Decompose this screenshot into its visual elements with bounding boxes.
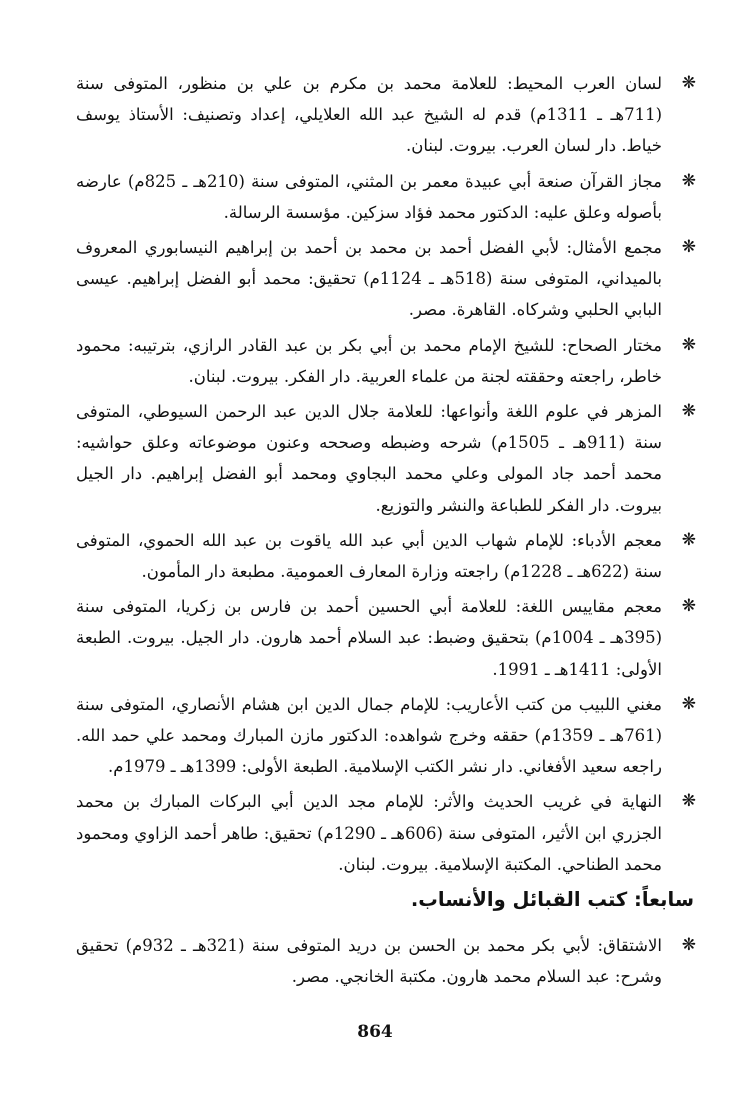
- bibliography-content: [76, 68, 696, 996]
- bibliography-entry: [76, 930, 696, 992]
- asterisk-bullet-icon: ❋: [681, 401, 696, 422]
- bibliography-entry: [76, 68, 696, 162]
- bibliography-entry: [76, 330, 696, 392]
- asterisk-bullet-icon: ❋: [681, 791, 696, 812]
- bibliography-entry: [76, 525, 696, 587]
- bibliography-entry: [76, 689, 696, 783]
- entry-text: معجم مقاييس اللغة: للعلامة أبي الحسين أحمد بن فارس بن زكريا، المتوفى سنة (395هـ ـ 1004م) بتحقيق وضبط: عبد السلام أحمد هارون. دار الجيل. بيروت. الطبعة الأولى: 1411هـ ـ 1991.: [76, 597, 663, 679]
- section-heading: سابعاً: كتب القبائل والأنساب.: [410, 888, 694, 912]
- bibliography-entry: [76, 232, 696, 326]
- asterisk-bullet-icon: ❋: [681, 935, 696, 956]
- asterisk-bullet-icon: ❋: [681, 334, 696, 355]
- entry-text: المزهر في علوم اللغة وأنواعها: للعلامة جلال الدين عبد الرحمن السيوطي، المتوفى سنة (911هـ ـ 1505م) شرحه وضبطه وصححه وعنون موضوعاته وعلق حواشيه: محمد أحمد جاد المولى وعلي محمد البجاوي ومحمد أبو الفضل إبراهيم. دار الجيل بيروت. دار الفكر للطباعة والنشر والتوزيع.: [76, 402, 662, 515]
- entry-text: الاشتقاق: لأبي بكر محمد بن الحسن بن دريد المتوفى سنة (321هـ ـ 932م) تحقيق وشرح: عبد السلام محمد هارون. مكتبة الخانجي. مصر.: [76, 936, 662, 987]
- asterisk-bullet-icon: ❋: [681, 693, 696, 714]
- asterisk-bullet-icon: ❋: [681, 529, 696, 550]
- asterisk-bullet-icon: ❋: [681, 237, 696, 258]
- entries-list-after: [76, 930, 696, 992]
- bibliography-entry: [76, 786, 696, 880]
- entries-list-before: [76, 68, 696, 880]
- entry-text: لسان العرب المحيط: للعلامة محمد بن مكرم بن علي بن منظور، المتوفى سنة (711هـ ـ 1311م) قدم له الشيخ عبد الله العلايلي، إعداد وتصنيف: الأستاذ يوسف خياط. دار لسان العرب. بيروت. لبنان.: [76, 74, 663, 156]
- entry-text: مجاز القرآن صنعة أبي عبيدة معمر بن المثني، المتوفى سنة (210هـ ـ 825م) عارضه بأصوله وعلق عليه: الدكتور محمد فؤاد سزكين. مؤسسة الرسالة.: [76, 171, 662, 222]
- asterisk-bullet-icon: ❋: [681, 73, 696, 93]
- bibliography-entry: [76, 591, 696, 685]
- entry-text: مغني اللبيب من كتب الأعاريب: للإمام جمال الدين ابن هشام الأنصاري، المتوفى سنة (761هـ ـ 1359م) حققه وخرج شواهده: الدكتور مازن المبارك ومحمد علي حمد الله. راجعه سعيد الأفغاني. دار نشر الكتب الإسلامية. الطبعة الأولى: 1399هـ ـ 1979م.: [76, 694, 663, 777]
- entry-text: مجمع الأمثال: لأبي الفضل أحمد بن محمد بن أحمد بن إبراهيم النيسابوري المعروف بالميداني، المتوفى سنة (518هـ ـ 1124م) تحقيق: محمد أبو الفضل إبراهيم. عيسى البابي الحلبي وشركاه. القاهرة. مصر.: [76, 238, 662, 320]
- entry-text: مختار الصحاح: للشيخ الإمام محمد بن أبي بكر بن عبد القادر الرازي، بترتيبه: محمود خاطر، راجعته وحققته لجنة من علماء العربية. دار الفكر. بيروت. لبنان.: [76, 335, 662, 386]
- bibliography-entry: [76, 396, 696, 521]
- asterisk-bullet-icon: ❋: [681, 596, 696, 617]
- asterisk-bullet-icon: ❋: [681, 170, 696, 191]
- page-number: 864: [357, 1022, 393, 1042]
- bibliography-entry: [76, 166, 696, 228]
- entry-text: النهاية في غريب الحديث والأثر: للإمام مجد الدين أبي البركات المبارك بن محمد الجزري ابن الأثير، المتوفى سنة (606هـ ـ 1290م) تحقيق: طاهر أحمد الزاوي ومحمود محمد الطناحي. المكتبة الإسلامية. بيروت. لبنان.: [76, 792, 663, 874]
- entry-text: معجم الأدباء: للإمام شهاب الدين أبي عبد الله ياقوت بن عبد الله الحموي، المتوفى سنة (622هـ ـ 1228م) راجعته وزارة المعارف العمومية. مطبعة دار المأمون.: [76, 530, 662, 582]
